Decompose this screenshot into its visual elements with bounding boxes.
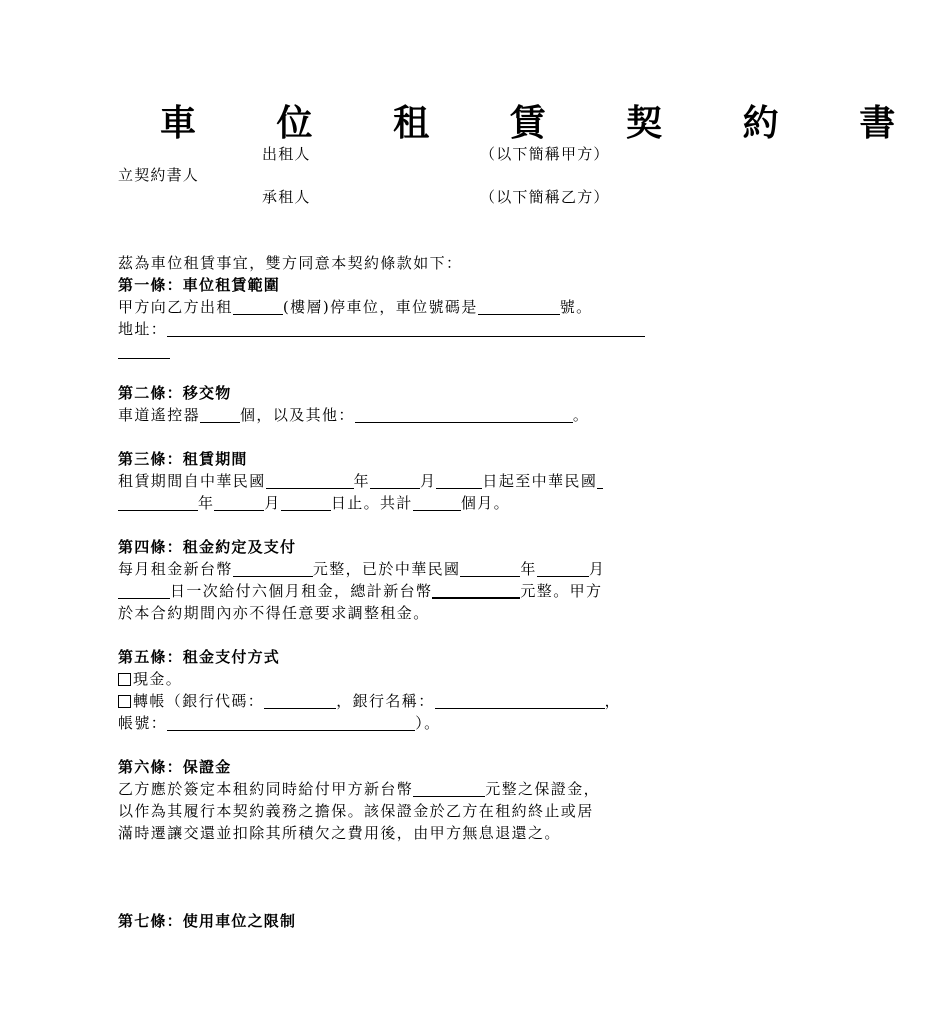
- signatories-label: 立契約書人: [118, 166, 200, 184]
- article7-heading: 第七條：使用車位之限制: [118, 912, 297, 930]
- text: 日起至中華民國: [482, 472, 598, 490]
- text: 帳號：: [118, 714, 168, 732]
- text: ）。: [415, 714, 441, 732]
- lessee-label: 承租人: [262, 188, 311, 206]
- article3-heading: 第三條：租賃期間: [118, 450, 248, 468]
- text: 乙方應於簽定本租約同時給付甲方新台幣: [118, 780, 414, 798]
- text: 月: [588, 560, 606, 578]
- text: 地址：: [118, 320, 168, 338]
- text: 個月。: [460, 494, 511, 512]
- article5-heading: 第五條：租金支付方式: [118, 648, 281, 666]
- article1-line2: [118, 318, 645, 340]
- article4-line3: 於本合約期間內亦不得任意要求調整租金。: [118, 604, 430, 622]
- text: 元整，已於中華民國: [312, 560, 461, 578]
- account-number-blank[interactable]: [167, 714, 415, 731]
- text: 元整之保證金，: [485, 780, 601, 798]
- start-day-blank[interactable]: [436, 472, 482, 489]
- space-number-blank[interactable]: [478, 298, 560, 315]
- article3-line2: [118, 492, 510, 514]
- text: 年: [353, 472, 371, 490]
- start-year-blank[interactable]: [266, 472, 354, 489]
- document-title: 車 位 租 賃 契 約 書: [160, 103, 929, 144]
- article6-heading: 第六條：保證金: [118, 758, 232, 776]
- article1-line3: [118, 340, 170, 362]
- total-rent-blank[interactable]: [432, 581, 520, 599]
- text: 日止。共計: [330, 494, 413, 512]
- cash-checkbox[interactable]: [118, 673, 131, 686]
- text: 車道遙控器: [118, 406, 201, 424]
- lessor-alias: （以下簡稱甲方）: [480, 145, 610, 163]
- other-items-blank[interactable]: [355, 406, 573, 423]
- end-year-blank[interactable]: [597, 472, 603, 489]
- transfer-option: [118, 690, 621, 712]
- text: ，銀行名稱：: [336, 692, 435, 710]
- article2-heading: 第二條：移交物: [118, 384, 232, 402]
- payment-year-blank[interactable]: [460, 560, 520, 577]
- bank-code-blank[interactable]: [264, 692, 336, 709]
- article2-line1: [118, 404, 589, 426]
- end-month-blank[interactable]: [214, 494, 264, 511]
- text: 。: [572, 406, 590, 424]
- text: 號。: [559, 298, 593, 316]
- monthly-rent-blank[interactable]: [233, 560, 313, 577]
- article1-line1: [118, 296, 593, 318]
- text: (樓層)停車位，車位號碼是: [282, 298, 478, 316]
- article3-line1: [118, 470, 603, 492]
- lessor-label: 出租人: [262, 145, 311, 163]
- text: 甲方向乙方出租: [118, 298, 233, 316]
- article4-heading: 第四條：租金約定及支付: [118, 538, 297, 556]
- bank-name-blank[interactable]: [435, 692, 605, 709]
- deposit-amount-blank[interactable]: [413, 780, 485, 797]
- cash-label: 現金。: [133, 670, 183, 688]
- payment-month-blank[interactable]: [537, 560, 589, 577]
- text: 月: [420, 472, 437, 490]
- transfer-checkbox[interactable]: [118, 695, 131, 708]
- article6-line1: [118, 778, 600, 800]
- end-year-blank-cont[interactable]: [118, 494, 198, 511]
- end-day-blank[interactable]: [281, 494, 331, 511]
- cash-option: [118, 668, 182, 690]
- text: 個，以及其他：: [240, 406, 355, 424]
- text: 年: [520, 560, 537, 578]
- lessee-alias: （以下簡稱乙方）: [480, 188, 610, 206]
- floor-blank[interactable]: [233, 298, 283, 315]
- text: 月: [264, 494, 281, 512]
- address-blank-cont[interactable]: [118, 342, 170, 359]
- article6-line3: 滿時遷讓交還並扣除其所積欠之費用後，由甲方無息退還之。: [118, 824, 561, 842]
- text: 每月租金新台幣: [118, 560, 233, 578]
- article1-heading: 第一條：車位租賃範圍: [118, 276, 281, 294]
- article6-line2: 以作為其履行本契約義務之擔保。該保證金於乙方在租約終止或居: [118, 802, 594, 820]
- text: 租賃期間自中華民國: [118, 472, 266, 490]
- text: 元整。甲方: [520, 582, 603, 600]
- text: 日一次給付六個月租金，總計新台幣: [170, 582, 433, 600]
- payment-day-blank[interactable]: [118, 582, 170, 599]
- account-line: [118, 712, 441, 734]
- intro-text: 茲為車位租賃事宜，雙方同意本契約條款如下：: [118, 254, 463, 272]
- address-blank[interactable]: [167, 320, 645, 337]
- article4-line1: [118, 558, 605, 580]
- text: ，: [604, 692, 622, 710]
- total-months-blank[interactable]: [413, 494, 461, 511]
- start-month-blank[interactable]: [370, 472, 420, 489]
- text: 年: [198, 494, 215, 512]
- article4-line2: [118, 580, 602, 602]
- text: 轉帳（銀行代碼：: [133, 692, 265, 710]
- remote-count-blank[interactable]: [200, 406, 240, 423]
